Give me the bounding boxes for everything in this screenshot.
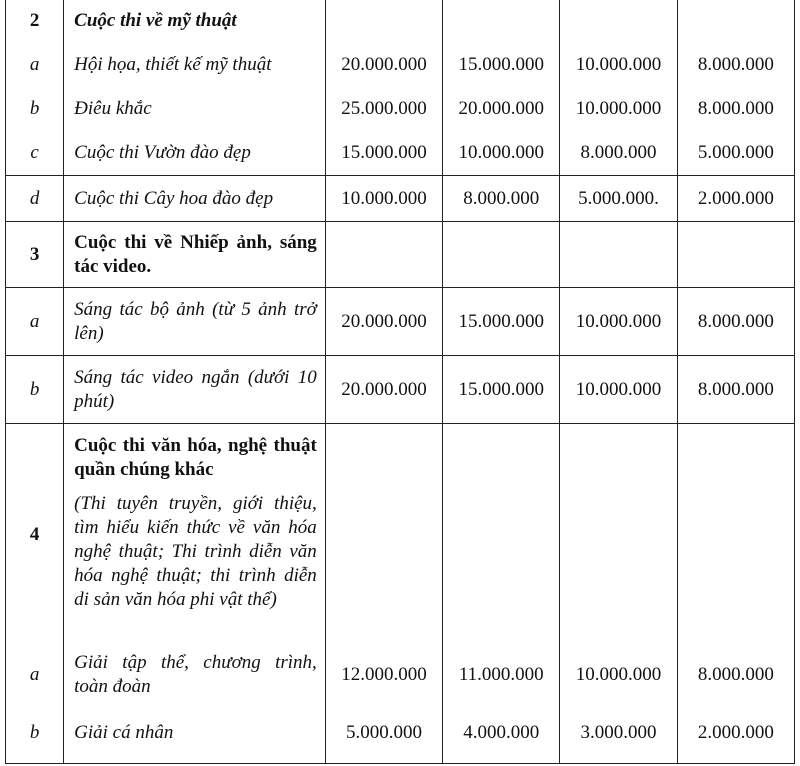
row-index: 3 <box>6 222 64 288</box>
item-name: Giải cá nhân <box>74 722 174 744</box>
prize-amount: 10.000.000 <box>575 98 662 119</box>
table-row <box>6 288 795 356</box>
section-title: Cuộc thi về mỹ thuật <box>74 10 237 31</box>
table-row-section-4 <box>6 424 795 646</box>
table-row-section-2 <box>6 0 795 176</box>
row-index: a <box>6 646 64 704</box>
row-index: 2 <box>29 10 40 31</box>
prize-amount: 8.000.000 <box>677 646 794 704</box>
prize-amount: 8.000.000 <box>697 98 774 119</box>
row-index: b <box>6 356 64 424</box>
prize-amount: 8.000.000 <box>677 356 794 424</box>
item-name: Giải tập thể, chương trình, toàn đoàn <box>74 651 317 697</box>
prize-amount: 5.000.000 <box>697 142 774 163</box>
row-index: d <box>6 176 64 222</box>
prize-amount: 20.000.000 <box>325 288 442 356</box>
prize-amount: 20.000.000 <box>458 98 544 119</box>
table-row <box>6 646 795 704</box>
prize-amount: 15.000.000 <box>458 54 544 75</box>
row-index: 4 <box>6 424 64 646</box>
prize-amount: 4.000.000 <box>443 704 560 764</box>
row-index: c <box>30 142 39 163</box>
row-index: b <box>29 98 40 119</box>
item-name: Điêu khắc <box>74 98 152 119</box>
item-name: Sáng tác video ngắn (dưới 10 phút) <box>74 366 317 412</box>
table-row <box>6 704 795 764</box>
prize-amount: 10.000.000 <box>458 142 544 163</box>
prize-amount: 10.000.000 <box>560 356 677 424</box>
prize-amount: 10.000.000 <box>575 54 662 75</box>
section-title: Cuộc thi văn hóa, nghệ thuật quần chúng khác <box>74 435 317 480</box>
row-index: a <box>6 288 64 356</box>
row-index: a <box>29 54 40 75</box>
prize-amount: 12.000.000 <box>325 646 442 704</box>
item-name: Cuộc thi Vườn đào đẹp <box>74 142 251 163</box>
item-name: Cuộc thi Cây hoa đào đẹp <box>64 176 326 222</box>
prize-amount: 15.000.000 <box>443 356 560 424</box>
prize-amount: 10.000.000 <box>325 176 442 222</box>
prize-amount: 2.000.000 <box>677 704 794 764</box>
prize-amount: 11.000.000 <box>443 646 560 704</box>
prize-table <box>5 0 795 764</box>
prize-amount: 25.000.000 <box>341 98 427 119</box>
row-index: b <box>6 704 64 764</box>
prize-amount: 5.000.000 <box>325 704 442 764</box>
item-name: Sáng tác bộ ảnh (từ 5 ảnh trở lên) <box>74 298 317 344</box>
prize-amount: 3.000.000 <box>560 704 677 764</box>
prize-amount: 8.000.000 <box>677 288 794 356</box>
prize-amount: 5.000.000. <box>560 176 677 222</box>
prize-amount: 10.000.000 <box>560 288 677 356</box>
table-row <box>6 176 795 222</box>
table-row-section-3 <box>6 222 795 288</box>
prize-amount: 8.000.000 <box>580 142 657 163</box>
prize-amount: 8.000.000 <box>697 54 774 75</box>
section-note: (Thi tuyên truyền, giới thiệu, tìm hiểu kiến thức về văn hóa nghệ thuật; Thi trình diễn văn hóa nghệ thuật; thi trình diễn di sản văn hóa phi vật thể) <box>74 493 317 610</box>
table-row <box>6 356 795 424</box>
prize-amount: 20.000.000 <box>341 54 427 75</box>
prize-amount: 20.000.000 <box>325 356 442 424</box>
prize-amount: 10.000.000 <box>560 646 677 704</box>
section-title: Cuộc thi về Nhiếp ảnh, sáng tác video. <box>74 231 317 277</box>
prize-amount: 8.000.000 <box>443 176 560 222</box>
prize-amount: 2.000.000 <box>677 176 794 222</box>
prize-amount: 15.000.000 <box>341 142 427 163</box>
item-name: Hội họa, thiết kế mỹ thuật <box>74 54 272 75</box>
prize-amount: 15.000.000 <box>443 288 560 356</box>
